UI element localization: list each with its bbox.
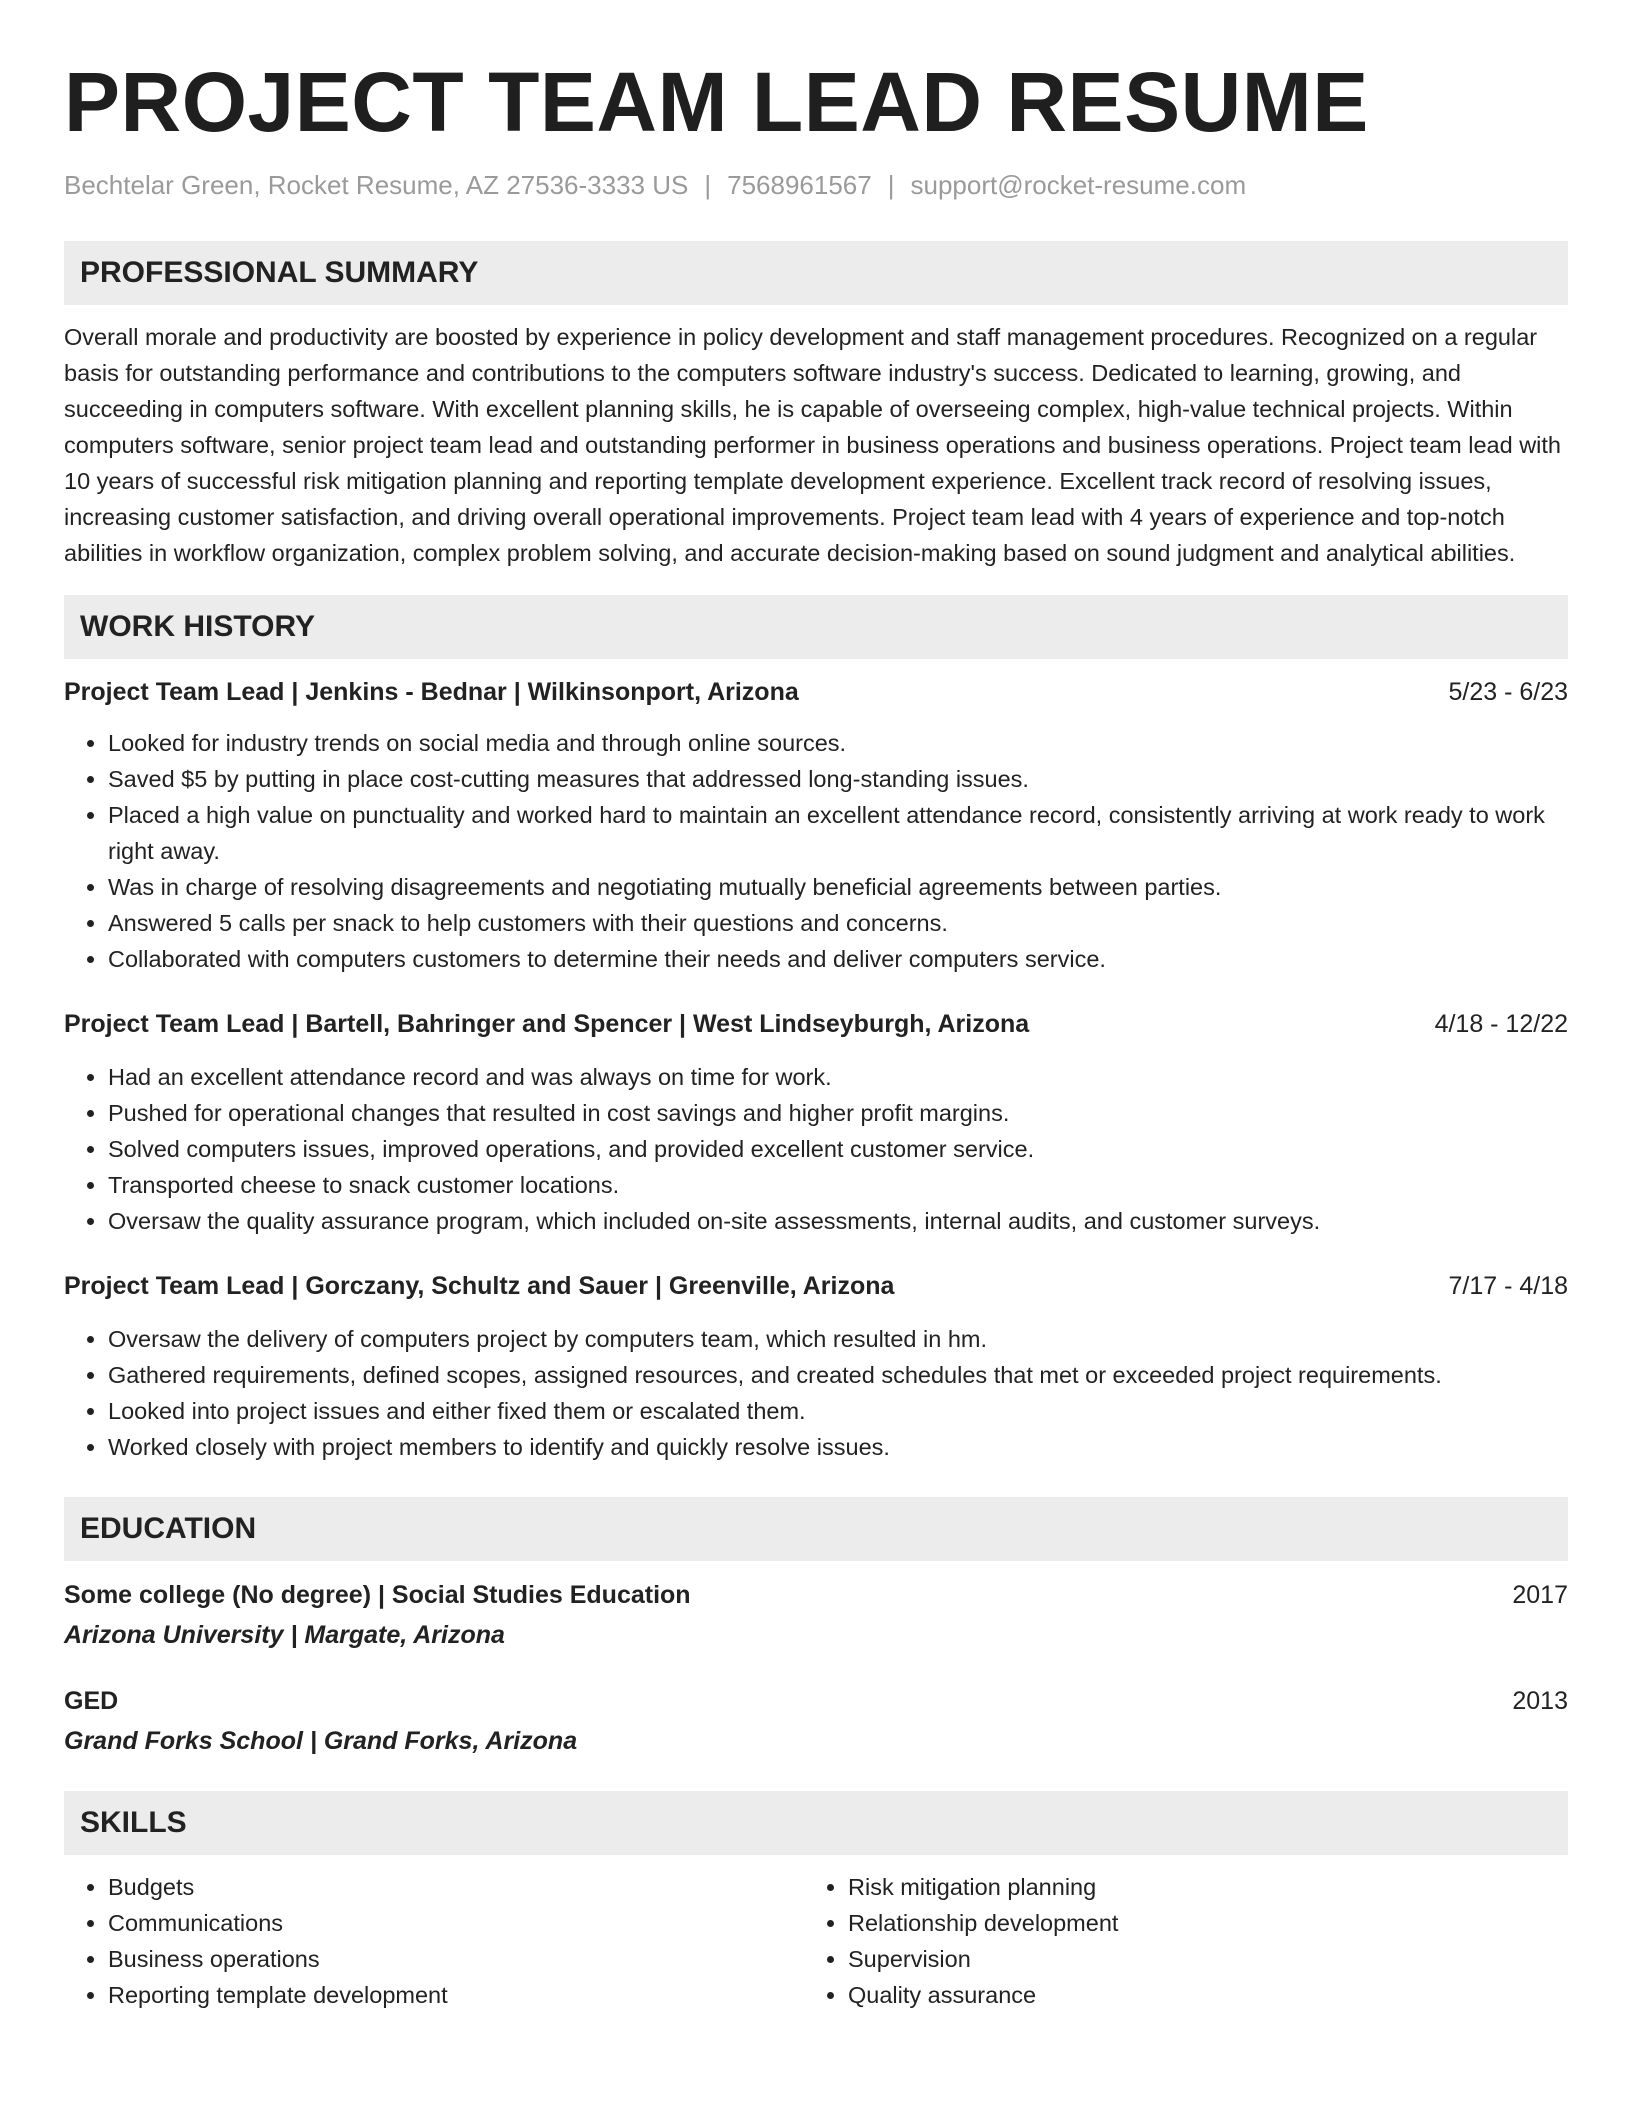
- skill-item: • Budgets: [108, 1869, 804, 1905]
- skill-item: • Relationship development: [848, 1905, 1544, 1941]
- job-bullet: • Transported cheese to snack customer locations.: [108, 1167, 1568, 1203]
- job-dates: 4/18 - 12/22: [1434, 1010, 1568, 1039]
- job-bullet: • Answered 5 calls per snack to help customers with their questions and concerns.: [108, 905, 1568, 941]
- contact-email: support@rocket-resume.com: [910, 170, 1247, 200]
- education-school: Arizona University | Margate, Arizona: [64, 1621, 505, 1650]
- job-bullet: • Looked for industry trends on social media and through online sources.: [108, 725, 1568, 761]
- job-header: [64, 1007, 1568, 1041]
- job-header: [64, 1269, 1568, 1303]
- section-header-work-history: WORK HISTORY: [64, 595, 1568, 659]
- skill-item: • Business operations: [108, 1941, 804, 1977]
- job-header: [64, 675, 1568, 709]
- job-bullet: • Had an excellent attendance record and was always on time for work.: [108, 1059, 1568, 1095]
- job-bullet: • Collaborated with computers customers to determine their needs and deliver computers service.: [108, 941, 1568, 977]
- education-header: [64, 1577, 1568, 1613]
- contact-separator: |: [704, 170, 712, 200]
- skills-list: [64, 1869, 1568, 2013]
- section-header-summary: PROFESSIONAL SUMMARY: [64, 241, 1568, 305]
- job-bullet: • Saved $5 by putting in place cost-cutting measures that addressed long-standing issues.: [108, 761, 1568, 797]
- job-entry: [64, 675, 1568, 977]
- skill-item: • Risk mitigation planning: [848, 1869, 1544, 1905]
- job-bullets: [64, 725, 1568, 977]
- job-bullets: [64, 1321, 1568, 1465]
- job-bullet: • Pushed for operational changes that resulted in cost savings and higher profit margins.: [108, 1095, 1568, 1131]
- job-bullet: • Solved computers issues, improved operations, and provided excellent customer service.: [108, 1131, 1568, 1167]
- job-title: Project Team Lead | Jenkins - Bednar | Wilkinsonport, Arizona: [64, 678, 799, 707]
- job-entry: [64, 1007, 1568, 1239]
- job-bullet: • Worked closely with project members to identify and quickly resolve issues.: [108, 1429, 1568, 1465]
- job-title: Project Team Lead | Gorczany, Schultz and Sauer | Greenville, Arizona: [64, 1272, 895, 1301]
- education-school: Grand Forks School | Grand Forks, Arizona: [64, 1727, 578, 1756]
- section-header-skills: SKILLS: [64, 1791, 1568, 1855]
- skill-item: • Reporting template development: [108, 1977, 804, 2013]
- job-bullet: • Was in charge of resolving disagreements and negotiating mutually beneficial agreements between parties.: [108, 869, 1568, 905]
- contact-address: Bechtelar Green, Rocket Resume, AZ 27536-3333 US: [64, 170, 689, 200]
- education-year: 2013: [1512, 1687, 1568, 1716]
- job-bullet: • Oversaw the quality assurance program, which included on-site assessments, internal audits, and customer surveys.: [108, 1203, 1568, 1239]
- education-degree: GED: [64, 1687, 119, 1716]
- skills-column-left: [64, 1869, 804, 2013]
- education-year: 2017: [1512, 1581, 1568, 1610]
- summary-text: Overall morale and productivity are boosted by experience in policy development and staff management procedures. Recognized on a regular basis for outstanding performance and contributions to the computers software industry's success. Dedicated to learning, growing, and succeeding in computers software. With excellent planning skills, he is capable of overseeing complex, high-value technical projects. Within computers software, senior project team lead and outstanding performer in business operations and business operations. Project team lead with 10 years of successful risk mitigation planning and reporting template development experience. Excellent track record of resolving issues, increasing customer satisfaction, and driving overall operational improvements. Project team lead with 4 years of experience and top-notch abilities in workflow organization, complex problem solving, and accurate decision-making based on sound judgment and analytical abilities.: [64, 324, 1561, 567]
- contact-separator: |: [887, 170, 895, 200]
- skill-item: • Supervision: [848, 1941, 1544, 1977]
- job-dates: 5/23 - 6/23: [1448, 678, 1568, 707]
- contact-phone: 7568961567: [727, 170, 872, 200]
- job-bullet: • Placed a high value on punctuality and worked hard to maintain an excellent attendance record, consistently arriving at work ready to work right away.: [108, 797, 1568, 869]
- resume-title: PROJECT TEAM LEAD RESUME: [64, 55, 1369, 149]
- job-title: Project Team Lead | Bartell, Bahringer and Spencer | West Lindseyburgh, Arizona: [64, 1010, 1030, 1039]
- job-bullet: • Looked into project issues and either fixed them or escalated them.: [108, 1393, 1568, 1429]
- job-bullets: [64, 1059, 1568, 1239]
- skill-item: • Communications: [108, 1905, 804, 1941]
- section-header-education: EDUCATION: [64, 1497, 1568, 1561]
- education-header: [64, 1683, 1568, 1719]
- education-entry: [64, 1577, 1568, 1653]
- job-dates: 7/17 - 4/18: [1448, 1272, 1568, 1301]
- job-bullet: • Gathered requirements, defined scopes, assigned resources, and created schedules that met or exceeded project requirements.: [108, 1357, 1568, 1393]
- job-entry: [64, 1269, 1568, 1465]
- skills-column-right: [804, 1869, 1544, 2013]
- job-bullet: • Oversaw the delivery of computers project by computers team, which resulted in hm.: [108, 1321, 1568, 1357]
- contact-line: [64, 170, 1568, 201]
- skill-item: • Quality assurance: [848, 1977, 1544, 2013]
- education-degree: Some college (No degree) | Social Studies Education: [64, 1581, 691, 1610]
- education-entry: [64, 1683, 1568, 1759]
